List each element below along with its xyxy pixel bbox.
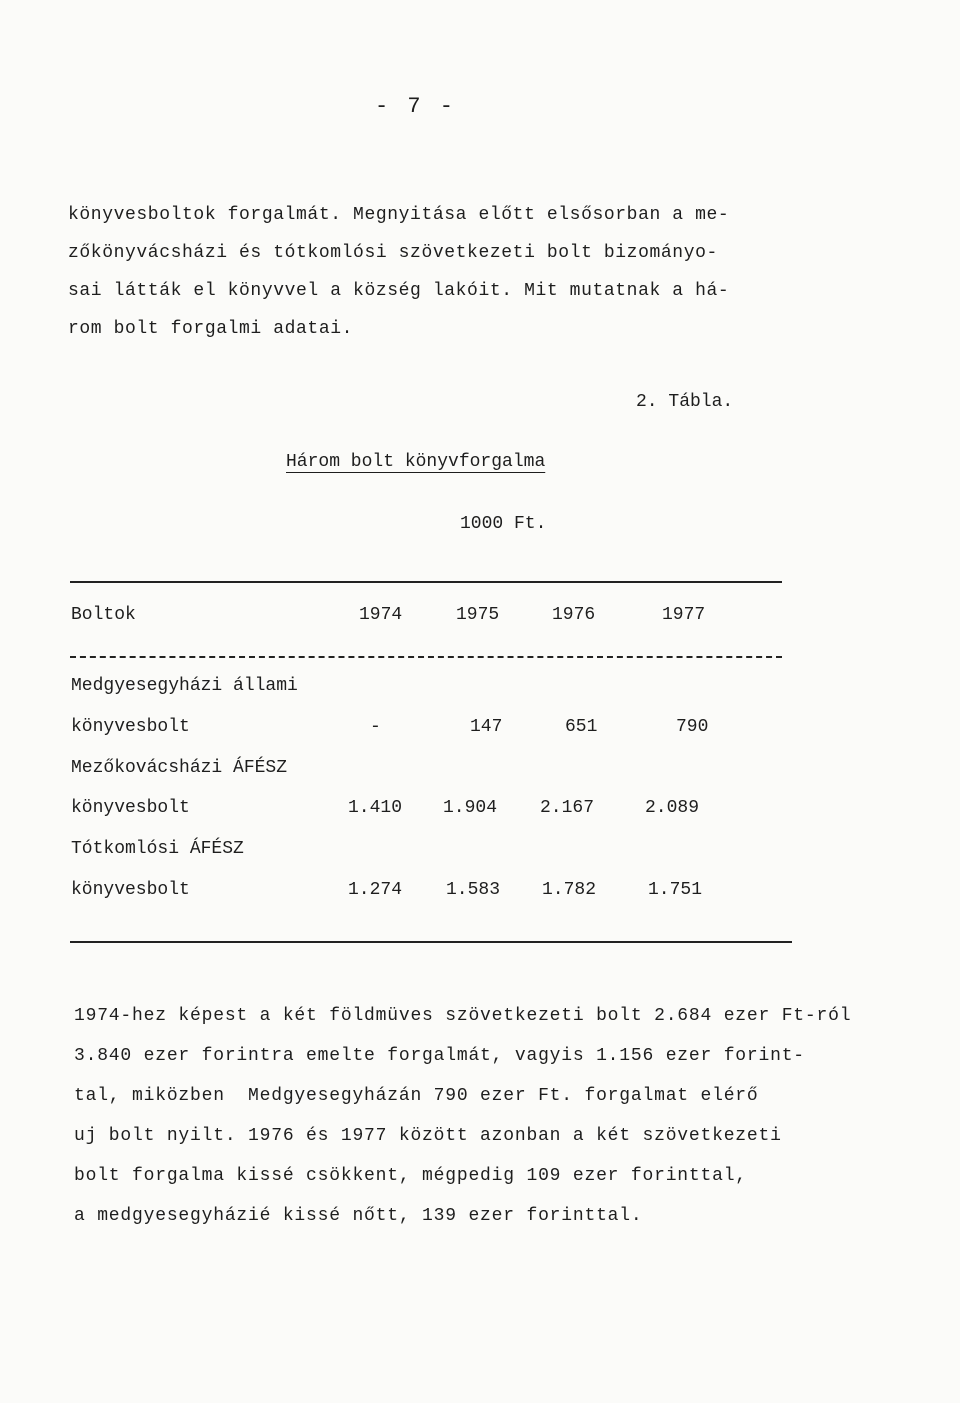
header-boltok: Boltok [71,605,136,625]
text-line: bolt forgalma kissé csökkent, mégpedig 109 ezer forinttal, [74,1166,747,1186]
cell-1975: 1.904 [443,798,498,818]
text-line: 1974-hez képest a két földmüves szövetkezeti bolt 2.684 ezer Ft-ról [74,1006,852,1026]
text-line: sai látták el könyvvel a község lakóit. Mit mutatnak a há- [68,281,730,301]
cell-1974: - [370,717,381,737]
header-1974: 1974 [359,605,403,625]
cell-1974: 1.410 [348,798,403,818]
cell-1977: 790 [676,717,709,737]
header-1976: 1976 [552,605,596,625]
text-line: a medgyesegyházié kissé nőtt, 139 ezer forinttal. [74,1206,643,1226]
row-name-line1: Mezőkovácsházi ÁFÉSZ [71,758,288,778]
row-name-line2: könyvesbolt [71,880,190,900]
header-divider-rule [70,656,782,658]
row-name-line2: könyvesbolt [71,717,190,737]
intro-paragraph [68,196,868,348]
text-line: uj bolt nyilt. 1976 és 1977 között azonban a két szövetkezeti [74,1126,782,1146]
table-label: 2. Tábla. [636,392,734,412]
row-name-line2: könyvesbolt [71,798,190,818]
text-line: zőkönyvácsházi és tótkomlósi szövetkezeti bolt bizományo- [68,243,718,263]
header-1977: 1977 [662,605,706,625]
text-line: 3.840 ezer forintra emelte forgalmát, vagyis 1.156 ezer forint- [74,1046,805,1066]
cell-1974: 1.274 [348,880,403,900]
row-name-line1: Tótkomlósi ÁFÉSZ [71,839,244,859]
cell-1976: 651 [565,717,598,737]
closing-paragraph [74,996,894,1236]
cell-1975: 1.583 [446,880,501,900]
cell-1975: 147 [470,717,503,737]
text-line: tal, miközben Medgyesegyházán 790 ezer Ft. forgalmat elérő [74,1086,759,1106]
page-number: - 7 - [375,94,457,119]
text-line: könyvesboltok forgalmát. Megnyitása előtt elsősorban a me- [68,205,730,225]
table-bottom-rule [70,941,792,943]
table-top-rule [70,581,782,583]
text-line: rom bolt forgalmi adatai. [68,319,354,339]
cell-1976: 1.782 [542,880,597,900]
cell-1977: 1.751 [648,880,703,900]
header-1975: 1975 [456,605,500,625]
table-caption: Három bolt könyvforgalma [286,452,546,472]
table-unit: 1000 Ft. [460,514,547,534]
cell-1976: 2.167 [540,798,595,818]
cell-1977: 2.089 [645,798,700,818]
row-name-line1: Medgyesegyházi állami [71,676,298,696]
